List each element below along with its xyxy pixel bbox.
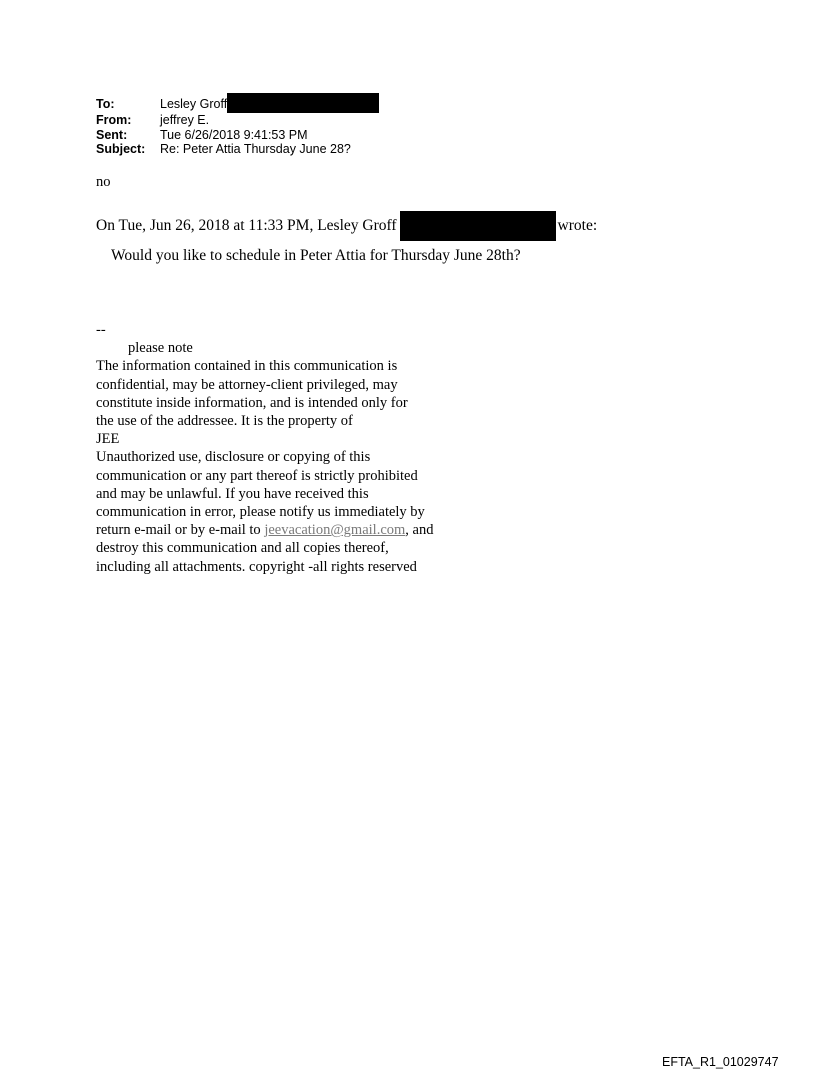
subject-label: Subject:	[96, 142, 146, 156]
document-id: EFTA_R1_01029747	[662, 1055, 779, 1069]
disclaimer-line: the use of the addressee. It is the property of	[96, 413, 353, 430]
from-label: From:	[96, 113, 132, 127]
to-value	[160, 97, 379, 113]
signature-please-note: please note	[128, 340, 193, 357]
email-header	[96, 97, 379, 157]
quote-wrote: wrote:	[557, 217, 598, 234]
disclaimer-line: The information contained in this communication is	[96, 358, 398, 375]
from-row	[96, 113, 379, 128]
quote-intro-line	[96, 211, 597, 241]
to-row	[96, 97, 379, 113]
disclaimer-line: confidential, may be attorney-client privileged, may	[96, 376, 398, 393]
redaction-box	[400, 211, 556, 241]
to-label: To:	[96, 97, 115, 111]
quoted-message: Would you like to schedule in Peter Attia for Thursday June 28th?	[111, 247, 521, 264]
disclaimer-line: including all attachments. copyright -all rights reserved	[96, 558, 417, 575]
disclaimer-line: Unauthorized use, disclosure or copying of this	[96, 449, 371, 466]
signature-block	[96, 321, 433, 576]
redaction-box	[227, 93, 379, 113]
disclaimer-line: communication in error, please notify us immediately by	[96, 504, 425, 521]
disclaimer-line: communication or any part thereof is strictly prohibited	[96, 467, 418, 484]
signature-dashes: --	[96, 322, 106, 338]
disclaimer-line: destroy this communication and all copies thereof,	[96, 540, 389, 557]
sent-row	[96, 128, 379, 143]
sent-label: Sent:	[96, 127, 128, 142]
disclaimer-line: and may be unlawful. If you have received this	[96, 485, 369, 502]
reply-text: no	[96, 174, 111, 190]
to-name: Lesley Groff	[160, 97, 228, 111]
disclaimer-line-with-link	[96, 521, 433, 539]
subject-value: Re: Peter Attia Thursday June 28?	[160, 142, 351, 156]
sent-value: Tue 6/26/2018 9:41:53 PM	[160, 127, 308, 142]
from-value: jeffrey E.	[160, 113, 210, 127]
disclaimer-line: JEE	[96, 431, 120, 448]
return-suffix: , and	[405, 522, 434, 539]
quote-intro: On Tue, Jun 26, 2018 at 11:33 PM, Lesley Groff	[96, 217, 397, 234]
disclaimer-line: constitute inside information, and is intended only for	[96, 394, 408, 411]
return-prefix: return e-mail or by e-mail to	[96, 522, 265, 539]
email-link[interactable]: jeevacation@gmail.com	[264, 522, 406, 539]
subject-row	[96, 142, 379, 157]
